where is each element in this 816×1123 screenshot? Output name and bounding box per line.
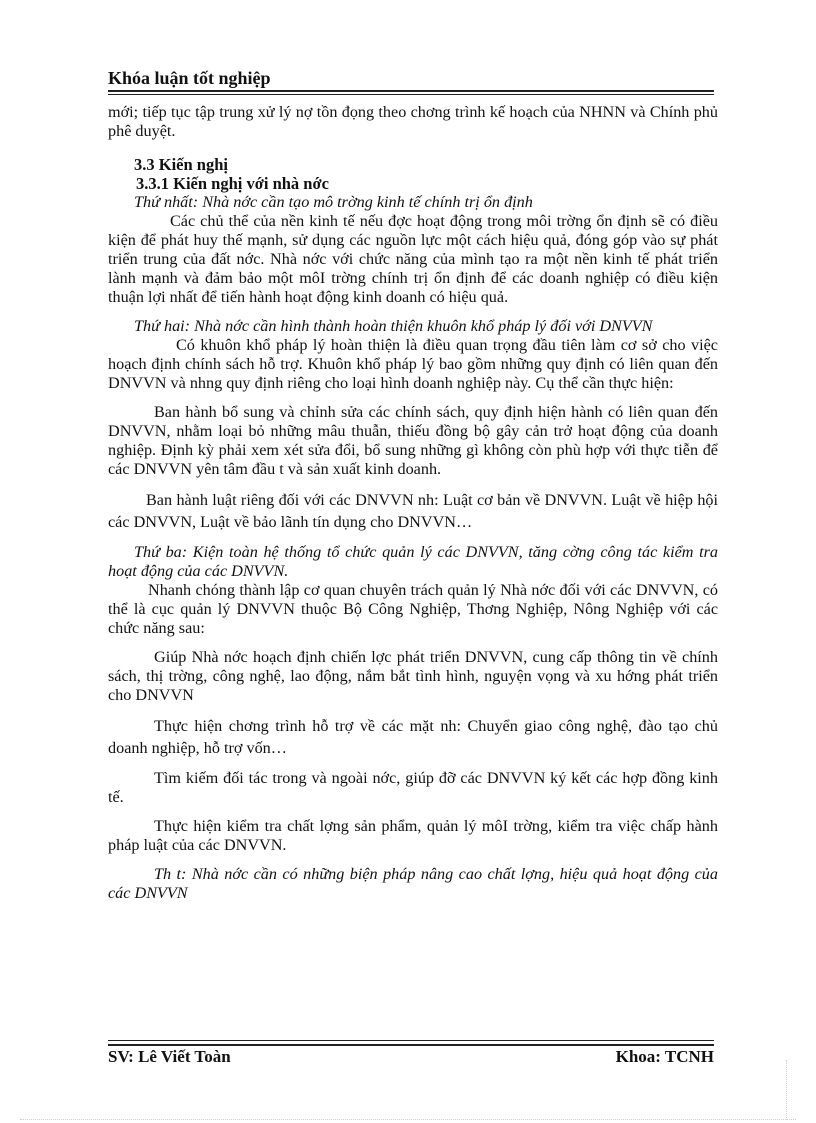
paragraph: Thực hiện kiểm tra chất lợng sản phẩm, quản lý môI trờng, kiểm tra việc chấp hành pháp luật của các DNVVN. bbox=[108, 817, 718, 854]
footer-faculty: Khoa: TCNH bbox=[615, 1047, 714, 1066]
paragraph: Ban hành luật riêng đối với các DNVVN nh: Luật cơ bản về DNVVN. Luật về hiệp hội các DNVVN, Luật về bảo lãnh tín dụng cho DNVVN… bbox=[108, 491, 718, 531]
paragraph: Thực hiện chơng trình hỗ trợ về các mặt nh: Chuyển giao công nghệ, đào tạo chủ doanh nghiệp, hỗ trợ vốn… bbox=[108, 717, 718, 757]
header-rule bbox=[108, 90, 714, 92]
body-content bbox=[108, 103, 718, 903]
italic-point-4: Th t: Nhà nớc cần có những biện pháp nâng cao chất lợng, hiệu quả hoạt động của các DNVVN bbox=[108, 865, 718, 902]
section-heading: 3.3 Kiến nghị bbox=[134, 155, 228, 174]
page-edge-right bbox=[786, 1060, 787, 1120]
footer-rule-thin bbox=[108, 1040, 714, 1041]
paragraph: Có khuôn khổ pháp lý hoàn thiện là điều quan trọng đầu tiên làm cơ sở cho việc hoạch định chính sách hỗ trợ. Khuôn khổ pháp lý bao gồm những quy định có liên quan đến DNVVN và nhng quy định riêng cho loại hình doanh nghiệp này. Cụ thể cần thực hiện: bbox=[108, 336, 718, 392]
page-edge-bottom bbox=[20, 1119, 796, 1120]
footer-student: SV: Lê Viết Toàn bbox=[108, 1047, 231, 1066]
subsection-heading: 3.3.1 Kiến nghị với nhà nớc bbox=[136, 174, 329, 193]
header-rule-thin bbox=[108, 94, 714, 95]
paragraph: Nhanh chóng thành lập cơ quan chuyên trách quản lý Nhà nớc đối với các DNVVN, có thể là cục quản lý DNVVN thuộc Bộ Công Nghiệp, Thơng Nghiệp, Nông Nghiệp với các chức năng sau: bbox=[108, 581, 718, 637]
italic-point-3: Thứ ba: Kiện toàn hệ thống tổ chức quản lý các DNVVN, tăng cờng công tác kiểm tra hoạt động của các DNVVN. bbox=[108, 543, 718, 580]
paragraph: Giúp Nhà nớc hoạch định chiến lợc phát triển DNVVN, cung cấp thông tin về chính sách, thị trờng, công nghệ, lao động, nắm bắt tình hình, nguyện vọng và xu hớng phát triển cho DNVVN bbox=[108, 648, 718, 704]
italic-point-2: Thứ hai: Nhà nớc cần hình thành hoàn thiện khuôn khổ pháp lý đối với DNVVN bbox=[134, 317, 653, 335]
italic-point-1: Thứ nhất: Nhà nớc cần tạo mô trờng kinh tế chính trị ổn định bbox=[134, 193, 533, 211]
page-header bbox=[108, 66, 714, 90]
paragraph: mới; tiếp tục tập trung xử lý nợ tồn đọng theo chơng trình kế hoạch của NHNN và Chính phủ phê duyệt. bbox=[108, 103, 718, 140]
paragraph: Các chủ thể của nền kinh tế nếu đợc hoạt động trong môi trờng ổn định sẽ có điều kiện để phát huy thế mạnh, sử dụng các nguồn lực một cách hiệu quả, đóng góp vào sự phát triển trung của đất nớc. Nhà nớc với chức năng của mình tạo ra một nền kinh tế phát triển lành mạnh và đảm bảo một môI trờng chính trị ổn định để các doanh nghiệp có điều kiện thuận lợi nhất để tiến hành hoạt động kinh doanh có hiệu quả. bbox=[108, 212, 718, 306]
header-title: Khóa luận tốt nghiệp bbox=[108, 68, 271, 88]
paragraph: Tìm kiếm đối tác trong và ngoài nớc, giúp đỡ các DNVVN ký kết các hợp đồng kinh tế. bbox=[108, 769, 718, 806]
paragraph: Ban hành bổ sung và chỉnh sửa các chính sách, quy định hiện hành có liên quan đến DNVVN, nhằm loại bỏ những mâu thuẫn, thiếu đồng bộ gây cản trở hoạt động của doanh nghiệp. Định kỳ phải xem xét sửa đổi, bổ sung những gì không còn phù hợp với thực tiễn để các DNVVN yên tâm đầu t và sản xuất kinh doanh. bbox=[108, 403, 718, 478]
